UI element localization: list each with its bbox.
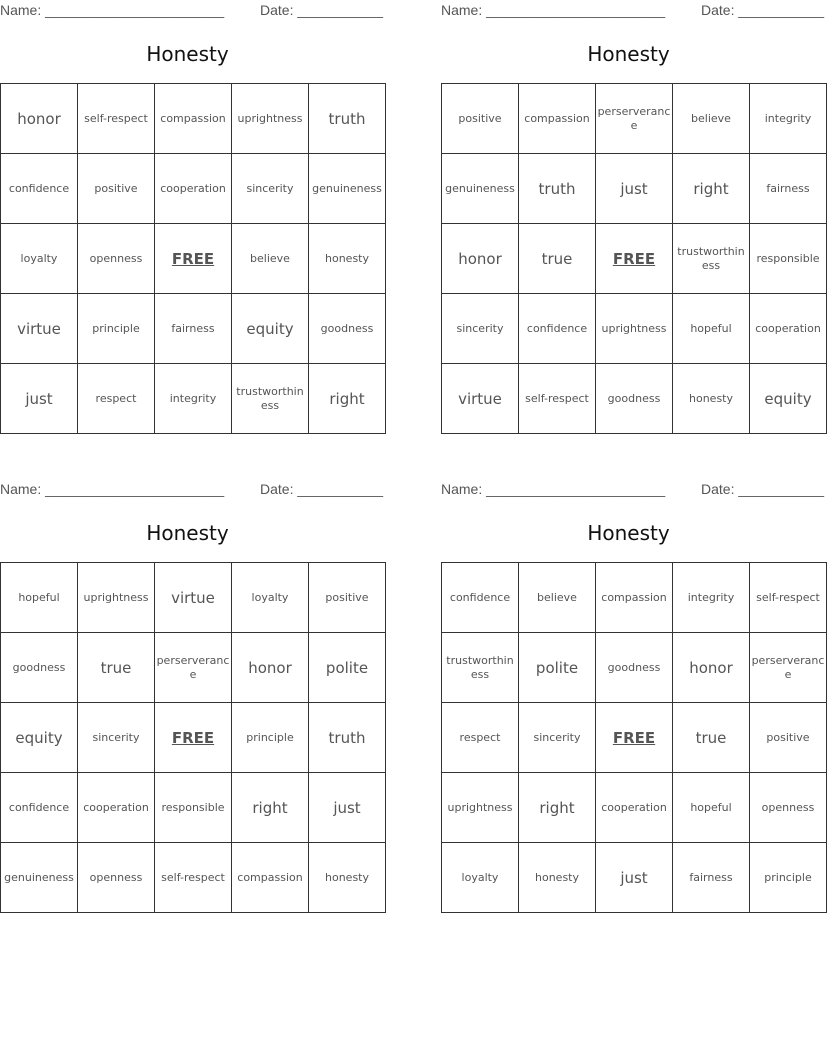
grid-cell: fairness xyxy=(750,154,827,224)
grid-cell: truth xyxy=(309,84,386,154)
grid-row xyxy=(1,843,386,913)
grid-cell: confidence xyxy=(1,773,78,843)
grid-cell: integrity xyxy=(155,364,232,434)
grid-cell: principle xyxy=(750,843,827,913)
grid-cell: honor xyxy=(673,633,750,703)
bingo-grid xyxy=(0,562,386,913)
grid-cell: just xyxy=(309,773,386,843)
grid-cell: honor xyxy=(442,224,519,294)
grid-cell: honesty xyxy=(673,364,750,434)
grid-cell: sincerity xyxy=(519,703,596,773)
grid-cell: genuineness xyxy=(442,154,519,224)
grid-cell: self-respect xyxy=(750,563,827,633)
grid-cell: goodness xyxy=(596,633,673,703)
grid-cell: compassion xyxy=(519,84,596,154)
grid-cell: sincerity xyxy=(442,294,519,364)
grid-cell: right xyxy=(519,773,596,843)
card-title: Honesty xyxy=(146,521,229,545)
grid-cell: principle xyxy=(78,294,155,364)
grid-cell: polite xyxy=(519,633,596,703)
grid-cell: trustworthiness xyxy=(232,364,309,434)
grid-cell: confidence xyxy=(519,294,596,364)
grid-cell: fairness xyxy=(673,843,750,913)
grid-cell: principle xyxy=(232,703,309,773)
grid-cell: right xyxy=(673,154,750,224)
grid-cell: equity xyxy=(1,703,78,773)
card-title: Honesty xyxy=(146,42,229,66)
grid-cell: virtue xyxy=(442,364,519,434)
grid-row xyxy=(442,843,827,913)
grid-cell: truth xyxy=(309,703,386,773)
grid-row xyxy=(1,224,386,294)
name-line: Name: _______________________ xyxy=(441,2,666,18)
grid-cell: confidence xyxy=(1,154,78,224)
grid-cell: sincerity xyxy=(232,154,309,224)
grid-cell: loyalty xyxy=(442,843,519,913)
grid-cell: positive xyxy=(78,154,155,224)
bingo-grid xyxy=(0,83,386,434)
card-title: Honesty xyxy=(587,42,670,66)
grid-cell: just xyxy=(596,154,673,224)
grid-cell: believe xyxy=(673,84,750,154)
grid-cell: virtue xyxy=(155,563,232,633)
grid-cell: cooperation xyxy=(596,773,673,843)
grid-cell: truth xyxy=(519,154,596,224)
grid-cell: hopeful xyxy=(1,563,78,633)
name-line: Name: _______________________ xyxy=(441,481,666,497)
grid-cell: compassion xyxy=(155,84,232,154)
name-line: Name: _______________________ xyxy=(0,2,225,18)
grid-cell: integrity xyxy=(673,563,750,633)
grid-cell: perserverance xyxy=(596,84,673,154)
card-header xyxy=(0,479,383,501)
grid-row xyxy=(1,563,386,633)
grid-cell: self-respect xyxy=(519,364,596,434)
grid-cell: believe xyxy=(519,563,596,633)
grid-cell: openness xyxy=(750,773,827,843)
grid-cell: compassion xyxy=(596,563,673,633)
grid-cell: positive xyxy=(750,703,827,773)
grid-cell: goodness xyxy=(309,294,386,364)
grid-cell: trustworthiness xyxy=(673,224,750,294)
grid-cell: openness xyxy=(78,224,155,294)
grid-cell: respect xyxy=(78,364,155,434)
grid-cell: cooperation xyxy=(155,154,232,224)
name-line: Name: _______________________ xyxy=(0,481,225,497)
grid-row xyxy=(1,703,386,773)
grid-cell: just xyxy=(596,843,673,913)
date-line: Date: ___________ xyxy=(260,481,383,497)
grid-cell: honor xyxy=(1,84,78,154)
date-line: Date: ___________ xyxy=(701,2,824,18)
grid-row xyxy=(1,364,386,434)
free-cell: FREE xyxy=(155,224,232,294)
grid-cell: right xyxy=(232,773,309,843)
grid-cell: true xyxy=(519,224,596,294)
grid-row xyxy=(442,703,827,773)
grid-cell: believe xyxy=(232,224,309,294)
grid-cell: cooperation xyxy=(750,294,827,364)
grid-cell: integrity xyxy=(750,84,827,154)
grid-row xyxy=(442,294,827,364)
card-header xyxy=(441,0,824,22)
card-title: Honesty xyxy=(587,521,670,545)
grid-cell: honesty xyxy=(519,843,596,913)
grid-cell: just xyxy=(1,364,78,434)
grid-cell: genuineness xyxy=(1,843,78,913)
grid-cell: compassion xyxy=(232,843,309,913)
grid-cell: uprightness xyxy=(596,294,673,364)
bingo-grid xyxy=(441,83,827,434)
grid-cell: goodness xyxy=(1,633,78,703)
date-line: Date: ___________ xyxy=(701,481,824,497)
grid-cell: openness xyxy=(78,843,155,913)
grid-row xyxy=(1,84,386,154)
grid-cell: positive xyxy=(442,84,519,154)
date-line: Date: ___________ xyxy=(260,2,383,18)
card-header xyxy=(441,479,824,501)
grid-row xyxy=(442,633,827,703)
grid-cell: fairness xyxy=(155,294,232,364)
grid-cell: uprightness xyxy=(442,773,519,843)
free-cell: FREE xyxy=(155,703,232,773)
grid-row xyxy=(442,773,827,843)
grid-cell: trustworthiness xyxy=(442,633,519,703)
grid-cell: honesty xyxy=(309,843,386,913)
grid-cell: responsible xyxy=(155,773,232,843)
grid-cell: cooperation xyxy=(78,773,155,843)
grid-cell: loyalty xyxy=(1,224,78,294)
grid-cell: loyalty xyxy=(232,563,309,633)
grid-row xyxy=(442,563,827,633)
grid-cell: hopeful xyxy=(673,773,750,843)
grid-row xyxy=(1,294,386,364)
card-header xyxy=(0,0,383,22)
grid-cell: respect xyxy=(442,703,519,773)
grid-cell: honesty xyxy=(309,224,386,294)
grid-cell: virtue xyxy=(1,294,78,364)
bingo-grid xyxy=(441,562,827,913)
grid-cell: true xyxy=(78,633,155,703)
grid-cell: uprightness xyxy=(232,84,309,154)
grid-cell: responsible xyxy=(750,224,827,294)
grid-cell: uprightness xyxy=(78,563,155,633)
grid-row xyxy=(442,364,827,434)
free-cell: FREE xyxy=(596,224,673,294)
grid-cell: perserverance xyxy=(155,633,232,703)
grid-cell: positive xyxy=(309,563,386,633)
grid-cell: equity xyxy=(232,294,309,364)
grid-cell: polite xyxy=(309,633,386,703)
grid-row xyxy=(442,224,827,294)
grid-row xyxy=(1,773,386,843)
grid-cell: goodness xyxy=(596,364,673,434)
grid-cell: right xyxy=(309,364,386,434)
grid-cell: confidence xyxy=(442,563,519,633)
grid-cell: perserverance xyxy=(750,633,827,703)
grid-row xyxy=(442,84,827,154)
grid-cell: equity xyxy=(750,364,827,434)
grid-cell: self-respect xyxy=(155,843,232,913)
grid-row xyxy=(442,154,827,224)
grid-row xyxy=(1,154,386,224)
grid-row xyxy=(1,633,386,703)
grid-cell: genuineness xyxy=(309,154,386,224)
grid-cell: honor xyxy=(232,633,309,703)
grid-cell: true xyxy=(673,703,750,773)
grid-cell: sincerity xyxy=(78,703,155,773)
grid-cell: self-respect xyxy=(78,84,155,154)
free-cell: FREE xyxy=(596,703,673,773)
grid-cell: hopeful xyxy=(673,294,750,364)
